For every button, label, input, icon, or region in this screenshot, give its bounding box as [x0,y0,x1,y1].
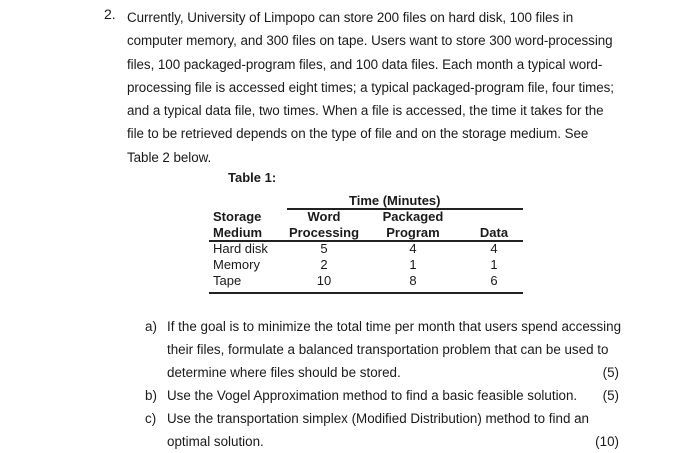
header-packaged: Packaged [382,209,444,224]
sub-question-line [167,361,625,384]
cell-data: 1 [490,257,498,272]
cell-packaged: 1 [409,257,417,272]
table-row [209,241,523,257]
paragraph-line: and a typical data file, two times. When a file is accessed, the time it takes for the [127,103,604,119]
sub-question-text: optimal solution. [167,434,264,449]
cell-word: 2 [320,257,328,272]
header-data: Data [479,225,509,240]
table-header-row [209,209,523,225]
paragraph-line: Currently, University of Limpopo can store 200 files on hard disk, 100 files in [127,10,574,25]
cell-packaged: 4 [409,241,417,256]
sub-question-line: If the goal is to minimize the total time per month that users spend accessing [167,319,622,334]
header-processing: Processing [288,225,360,240]
sub-question-text: determine where files should be stored. [167,365,401,380]
marks: (10) [595,434,619,449]
cell-data: 4 [490,241,498,256]
sub-question-text: Use the Vogel Approximation method to find a basic feasible solution. [167,388,578,403]
marks: (5) [602,388,619,403]
paragraph-line: computer memory, and 300 files on tape. Users want to store 300 word-processing [127,33,613,49]
sub-question-line [167,384,625,407]
cell-packaged: 8 [409,273,417,288]
sub-questions [145,315,625,453]
sub-question-b [145,384,625,407]
paragraph-line: file to be retrieved depends on the type of file and on the storage medium. See [127,126,589,142]
table-group-header-row [209,193,523,209]
header-storage: Storage [213,209,262,224]
sub-question-line: their files, formulate a balanced transportation problem that can be used to [167,342,609,357]
paragraph-line: processing file is accessed eight times; a typical packaged-program file, four times; [127,79,614,95]
header-medium: Medium [213,225,263,240]
header-program: Program [386,225,440,240]
group-header: Time (Minutes) [349,193,441,208]
sub-question-line: Use the transportation simplex (Modified Distribution) method to find an [167,411,590,426]
header-word: Word [307,209,341,224]
marks: (5) [602,365,619,380]
table-row [209,273,523,289]
sub-question-label: b) [145,388,157,403]
table-row [209,257,523,273]
cell-word: 10 [316,273,332,288]
sub-question-line [167,430,625,453]
sub-question-a [145,315,625,384]
cell-medium: Tape [213,273,242,288]
time-table [209,193,523,289]
table-header-row [209,225,523,241]
paragraph-line: Table 2 below. [127,149,212,165]
table-caption: Table 1: [228,170,277,185]
cell-medium: Hard disk [213,241,268,256]
sub-question-label: a) [145,319,157,334]
paragraph-line: files, 100 packaged-program files, and 100 data files. Each month a typical word- [127,56,603,72]
cell-word: 5 [320,241,328,256]
sub-question-label: c) [145,411,157,426]
sub-question-c [145,407,625,453]
cell-data: 6 [490,273,498,288]
cell-medium: Memory [213,257,260,272]
question-paragraph [127,6,627,169]
table-bottom-rule [209,292,523,294]
question-number: 2. [104,6,116,22]
